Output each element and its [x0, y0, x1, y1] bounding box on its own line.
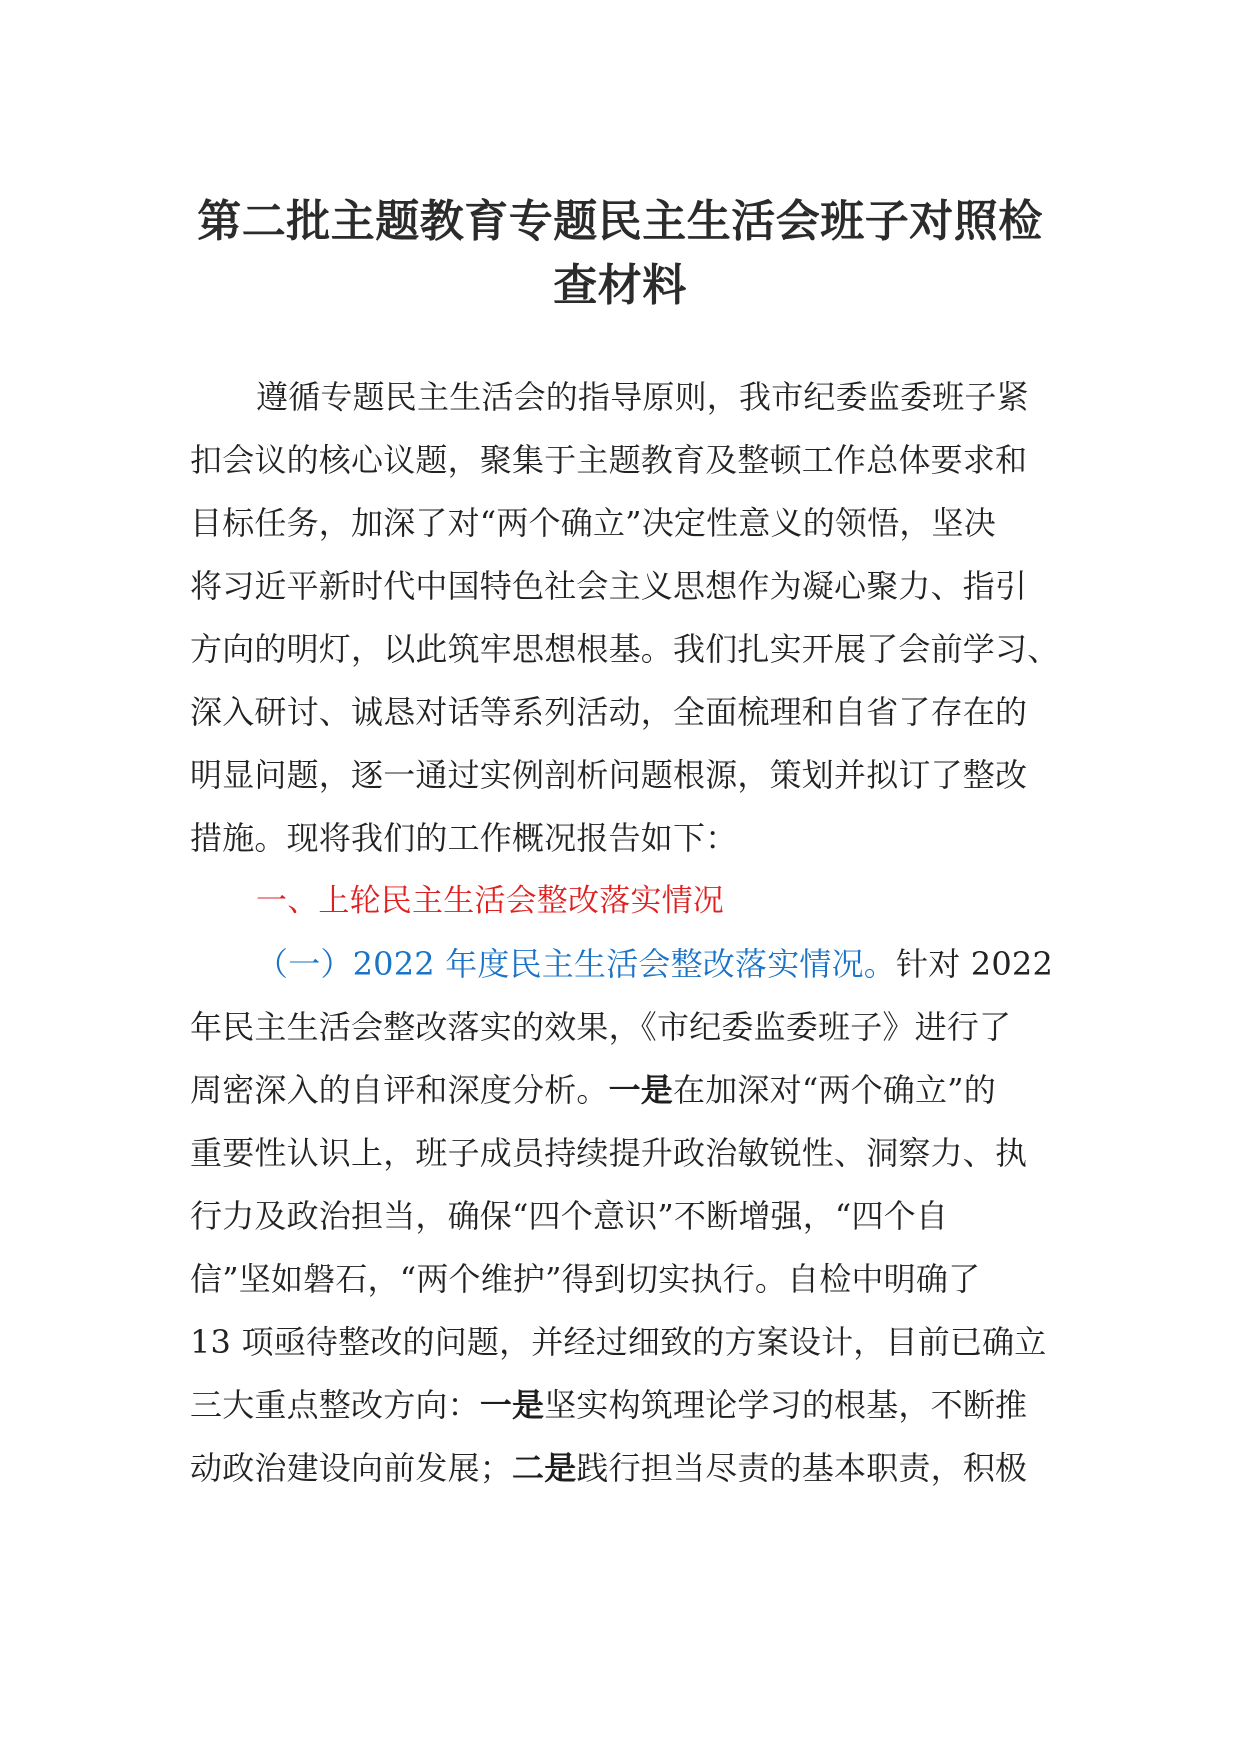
- paragraph-text: 在加深对“两个确立”的: [673, 1071, 996, 1109]
- emphasis-text: 一是: [608, 1071, 674, 1109]
- document-body: [190, 366, 1060, 1500]
- paragraph-line: 将习近平新时代中国特色社会主义思想作为凝心聚力、指引: [190, 567, 1028, 605]
- paragraph-text: 坚实构筑理论学习的根基，不断推: [544, 1386, 1028, 1424]
- emphasis-text: 二是: [512, 1449, 577, 1487]
- paragraph-line: [190, 1374, 1056, 1437]
- paragraph-line: 深入研讨、诚恳对话等系列活动，全面梳理和自省了存在的: [190, 693, 1028, 731]
- section-heading: 一、上轮民主生活会整改落实情况: [256, 883, 724, 919]
- paragraph-line: [190, 1437, 1056, 1500]
- emphasis-text: 一是: [479, 1386, 545, 1424]
- paragraph-line: 信”坚如磐石，“两个维护”得到切实执行。自检中明确了: [190, 1260, 981, 1298]
- paragraph-line: 方向的明灯，以此筑牢思想根基。我们扎实开展了会前学习、: [190, 630, 1060, 668]
- paragraph-text: 针对 2022: [896, 945, 1054, 983]
- paragraph-line: 扣会议的核心议题，聚集于主题教育及整顿工作总体要求和: [190, 441, 1028, 479]
- paragraph-text: 动政治建设向前发展；: [190, 1449, 513, 1487]
- paragraph-line: 重要性认识上，班子成员持续提升政治敏锐性、洞察力、执: [190, 1134, 1028, 1172]
- subsection-label: （一）2022 年度民主生活会整改落实情况。: [256, 945, 897, 983]
- paragraph-text: 践行担当尽责的基本职责，积极: [576, 1449, 1028, 1487]
- paragraph-line: 目标任务，加深了对“两个确立”决定性意义的领悟，坚决: [190, 504, 996, 542]
- paragraph-line: 13 项亟待整改的问题，并经过细致的方案设计，目前已确立: [190, 1323, 1047, 1361]
- document-title: [170, 190, 1070, 318]
- paragraph-line: 年民主生活会整改落实的效果，《市纪委监委班子》进行了: [190, 1008, 1012, 1046]
- paragraph-text: 周密深入的自评和深度分析。: [190, 1071, 609, 1109]
- title-line-2: 查材料: [553, 260, 687, 311]
- paragraph-line: [190, 1059, 1056, 1122]
- paragraph-line: 行力及政治担当，确保“四个意识”不断增强，“四个自: [190, 1197, 949, 1235]
- title-line-1: 第二批主题教育专题民主生活会班子对照检: [197, 196, 1043, 247]
- subsection-first-line: [190, 933, 1056, 996]
- paragraph-line: 措施。现将我们的工作概况报告如下：: [190, 819, 738, 857]
- paragraph-line: 遵循专题民主生活会的指导原则，我市纪委监委班子紧: [256, 378, 1029, 416]
- paragraph-text: 三大重点整改方向：: [190, 1386, 480, 1424]
- paragraph-line: 明显问题，逐一通过实例剖析问题根源，策划并拟订了整改: [190, 756, 1028, 794]
